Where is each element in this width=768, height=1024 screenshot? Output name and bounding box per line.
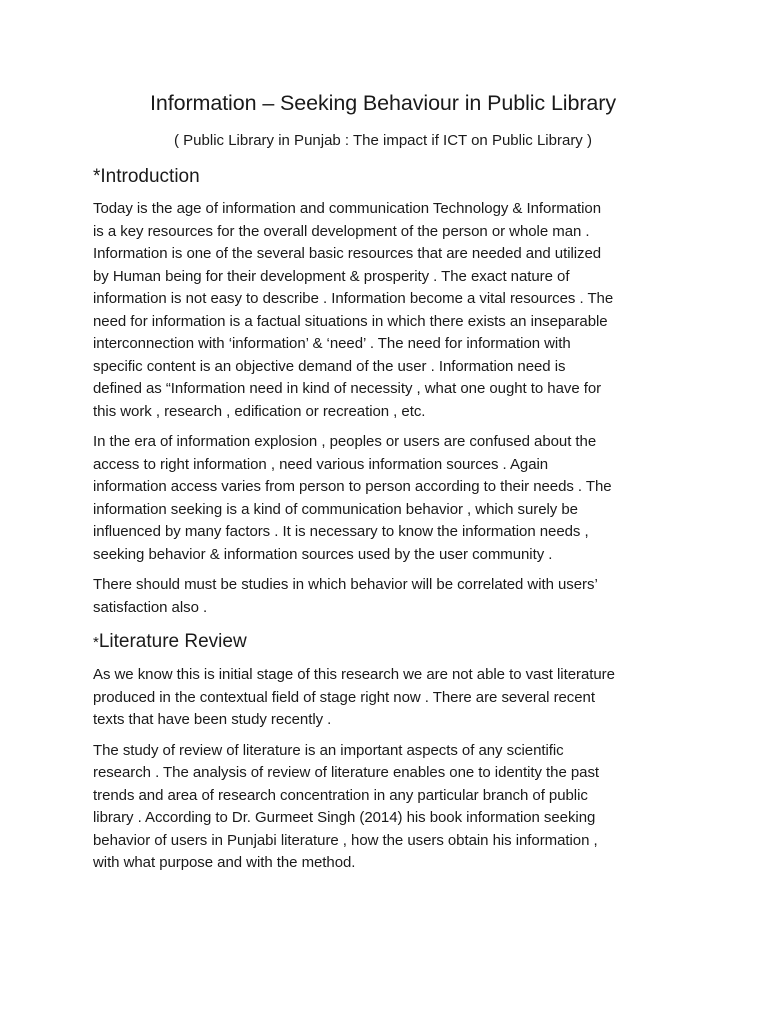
paragraph-line: Information is one of the several basic resources that are needed and utilized: [93, 245, 602, 262]
paragraph-line: satisfaction also .: [93, 598, 208, 616]
document-page: [93, 88, 683, 883]
paragraph-line: trends and area of research concentration in any particular branch of public: [93, 786, 588, 804]
section-literature-review: [93, 627, 683, 875]
section-heading-introduction: *Introduction: [93, 166, 200, 187]
paragraph-line: influenced by many factors . It is necessary to know the information needs ,: [93, 523, 589, 540]
paragraph-line: In the era of information explosion , peoples or users are confused about the: [93, 433, 597, 450]
heading-text: Literature Review: [98, 631, 247, 652]
paragraph: [93, 740, 683, 875]
paragraph-line: There should must be studies in which behavior will be correlated with users’: [93, 576, 598, 593]
paragraph-line: with what purpose and with the method.: [93, 854, 356, 871]
document-subtitle: ( Public Library in Punjab : The impact if ICT on Public Library ): [174, 132, 592, 149]
paragraph-line: by Human being for their development & prosperity . The exact nature of: [93, 267, 570, 285]
paragraph-line: As we know this is initial stage of this research we are not able to vast literature: [93, 666, 615, 683]
paragraph-line: research . The analysis of review of literature enables one to identity the past: [93, 764, 600, 781]
paragraph-line: library . According to Dr. Gurmeet Singh (2014) his book information seeking: [93, 809, 596, 826]
paragraph-line: information access varies from person to person according to their needs . The: [93, 478, 612, 495]
paragraph-line: texts that have been study recently .: [93, 711, 332, 728]
paragraph-line: is a key resources for the overall development of the person or whole man .: [93, 222, 590, 240]
paragraph-line: produced in the contextual field of stage right now . There are several recent: [93, 688, 595, 706]
paragraph-line: need for information is a factual situations in which there exists an inseparable: [93, 312, 608, 330]
paragraph-line: information seeking is a kind of communication behavior , which surely be: [93, 500, 578, 518]
paragraph: [93, 574, 683, 619]
paragraph-line: this work , research , edification or recreation , etc.: [93, 402, 426, 420]
paragraph-line: information is not easy to describe . Information become a vital resources . The: [93, 290, 614, 307]
paragraph: [93, 431, 683, 566]
paragraph: [93, 198, 683, 423]
section-heading-literature-review: [93, 627, 683, 658]
paragraph-line: The study of review of literature is an important aspects of any scientific: [93, 741, 564, 759]
paragraph: [93, 664, 683, 732]
paragraph-line: interconnection with ‘information’ & ‘need’ . The need for information with: [93, 335, 571, 352]
paragraph-line: behavior of users in Punjabi literature , how the users obtain his information ,: [93, 831, 598, 849]
paragraph-line: specific content is an objective demand of the user . Information need is: [93, 357, 566, 375]
heading-star: *: [93, 634, 99, 651]
paragraph-line: defined as “Information need in kind of necessity , what one ought to have for: [93, 380, 602, 397]
document-title: Information – Seeking Behaviour in Public Library: [150, 91, 616, 115]
paragraph-line: access to right information , need various information sources . Again: [93, 455, 549, 473]
paragraph-line: Today is the age of information and communication Technology & Information: [93, 200, 601, 217]
section-introduction: [93, 162, 683, 619]
paragraph-line: seeking behavior & information sources used by the user community .: [93, 545, 553, 563]
